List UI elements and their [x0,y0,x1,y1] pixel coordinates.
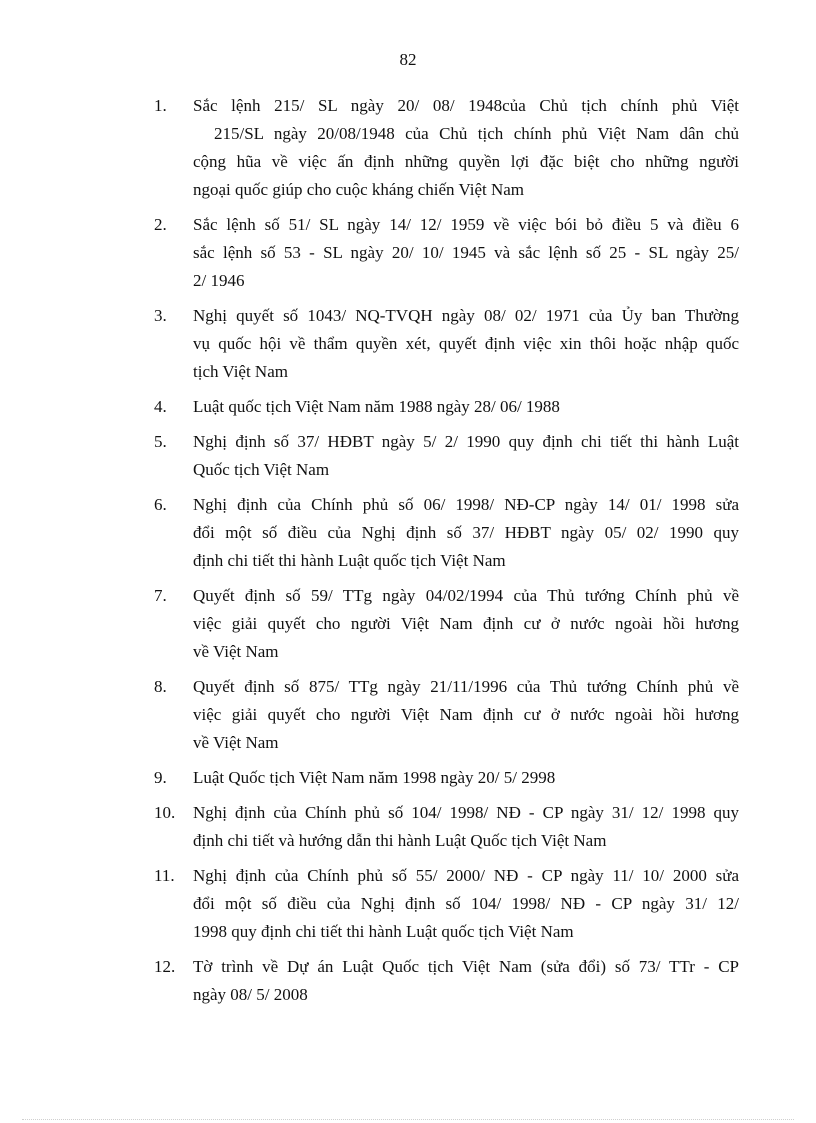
reference-item [154,92,739,204]
reference-text [193,673,739,757]
reference-line: Sắc lệnh 215/ SL ngày 20/ 08/ 1948của Chủ tịch chính phủ Việt [193,96,739,115]
reference-text [193,302,739,386]
reference-line: sắc lệnh số 53 - SL ngày 20/ 10/ 1945 và sắc lệnh số 25 - SL ngày 25/ [193,243,739,262]
reference-number: 4. [154,397,167,416]
reference-line: tịch Việt Nam [193,362,288,381]
reference-text [193,764,739,792]
reference-item [154,953,739,1009]
reference-line: ngoại quốc giúp cho cuộc kháng chiến Việt Nam [193,180,525,199]
reference-number: 1. [154,96,167,115]
reference-number: 7. [154,586,167,605]
reference-item [154,393,739,421]
reference-number: 3. [154,306,167,325]
reference-line: vụ quốc hội về thẩm quyền xét, quyết định việc xin thôi hoặc nhập quốc [193,334,739,353]
reference-line: việc giải quyết cho người Việt Nam định cư ở nước ngoài hồi hương [193,705,739,724]
reference-line: định chi tiết và hướng dẫn thi hành Luật Quốc tịch Việt Nam [193,831,607,850]
reference-number: 11. [154,866,175,885]
reference-line: 2/ 1946 [193,271,245,290]
reference-item [154,491,739,575]
reference-item [154,582,739,666]
reference-number: 9. [154,768,167,787]
reference-item [154,302,739,386]
reference-number: 5. [154,432,167,451]
reference-text [193,393,739,421]
reference-line: Nghị quyết số 1043/ NQ-TVQH ngày 08/ 02/ 1971 của Ủy ban Thường [193,306,739,325]
reference-line: về Việt Nam [193,733,279,752]
reference-number: 10. [154,803,176,822]
reference-number: 2. [154,215,167,234]
reference-line: Nghị định số 37/ HĐBT ngày 5/ 2/ 1990 quy định chi tiết thi hành Luật [193,432,739,451]
reference-text [193,862,739,946]
reference-line: ngày 08/ 5/ 2008 [193,985,308,1004]
bottom-dotted-rule [22,1119,794,1120]
reference-text [193,582,739,666]
reference-text [193,92,739,204]
reference-line: Quyết định số 59/ TTg ngày 04/02/1994 của Thủ tướng Chính phủ về [193,586,739,605]
reference-item [154,211,739,295]
reference-text [193,428,739,484]
reference-line: Luật Quốc tịch Việt Nam năm 1998 ngày 20/ 5/ 2998 [193,768,556,787]
reference-list [154,92,739,1016]
reference-line: Quốc tịch Việt Nam [193,460,330,479]
reference-item [154,862,739,946]
reference-line: về Việt Nam [193,642,279,661]
reference-item [154,799,739,855]
reference-text [193,211,739,295]
reference-line: Luật quốc tịch Việt Nam năm 1988 ngày 28/ 06/ 1988 [193,397,560,416]
reference-text [193,491,739,575]
reference-line: việc giải quyết cho người Việt Nam định cư ở nước ngoài hồi hương [193,614,739,633]
reference-line: đổi một số điều của Nghị định số 104/ 1998/ NĐ - CP ngày 31/ 12/ [193,894,739,913]
reference-line: Tờ trình về Dự án Luật Quốc tịch Việt Nam (sửa đổi) số 73/ TTr - CP [193,957,739,976]
reference-line: 1998 quy định chi tiết thi hành Luật quốc tịch Việt Nam [193,922,574,941]
reference-item [154,673,739,757]
reference-line: Nghị định của Chính phủ số 06/ 1998/ NĐ-CP ngày 14/ 01/ 1998 sửa [193,495,739,514]
reference-line: Quyết định số 875/ TTg ngày 21/11/1996 của Thủ tướng Chính phủ về [193,677,739,696]
reference-line: định chi tiết thi hành Luật quốc tịch Việt Nam [193,551,506,570]
reference-line: Nghị định của Chính phủ số 104/ 1998/ NĐ - CP ngày 31/ 12/ 1998 quy [193,803,739,822]
reference-number: 6. [154,495,167,514]
reference-line: đổi một số điều của Nghị định số 37/ HĐBT ngày 05/ 02/ 1990 quy [193,523,739,542]
reference-line: 215/SL ngày 20/08/1948 của Chủ tịch chính phủ Việt Nam dân chủ [214,124,739,143]
page-number: 82 [399,50,417,69]
reference-item [154,764,739,792]
reference-number: 8. [154,677,167,696]
reference-text [193,799,739,855]
reference-line: cộng hũa về việc ấn định những quyền lợi đặc biệt cho những người [193,152,739,171]
reference-number: 12. [154,957,176,976]
reference-line: Nghị định của Chính phủ số 55/ 2000/ NĐ - CP ngày 11/ 10/ 2000 sửa [193,866,739,885]
reference-text [193,953,739,1009]
reference-item [154,428,739,484]
reference-line: Sắc lệnh số 51/ SL ngày 14/ 12/ 1959 về việc bói bỏ điều 5 và điều 6 [193,215,739,234]
